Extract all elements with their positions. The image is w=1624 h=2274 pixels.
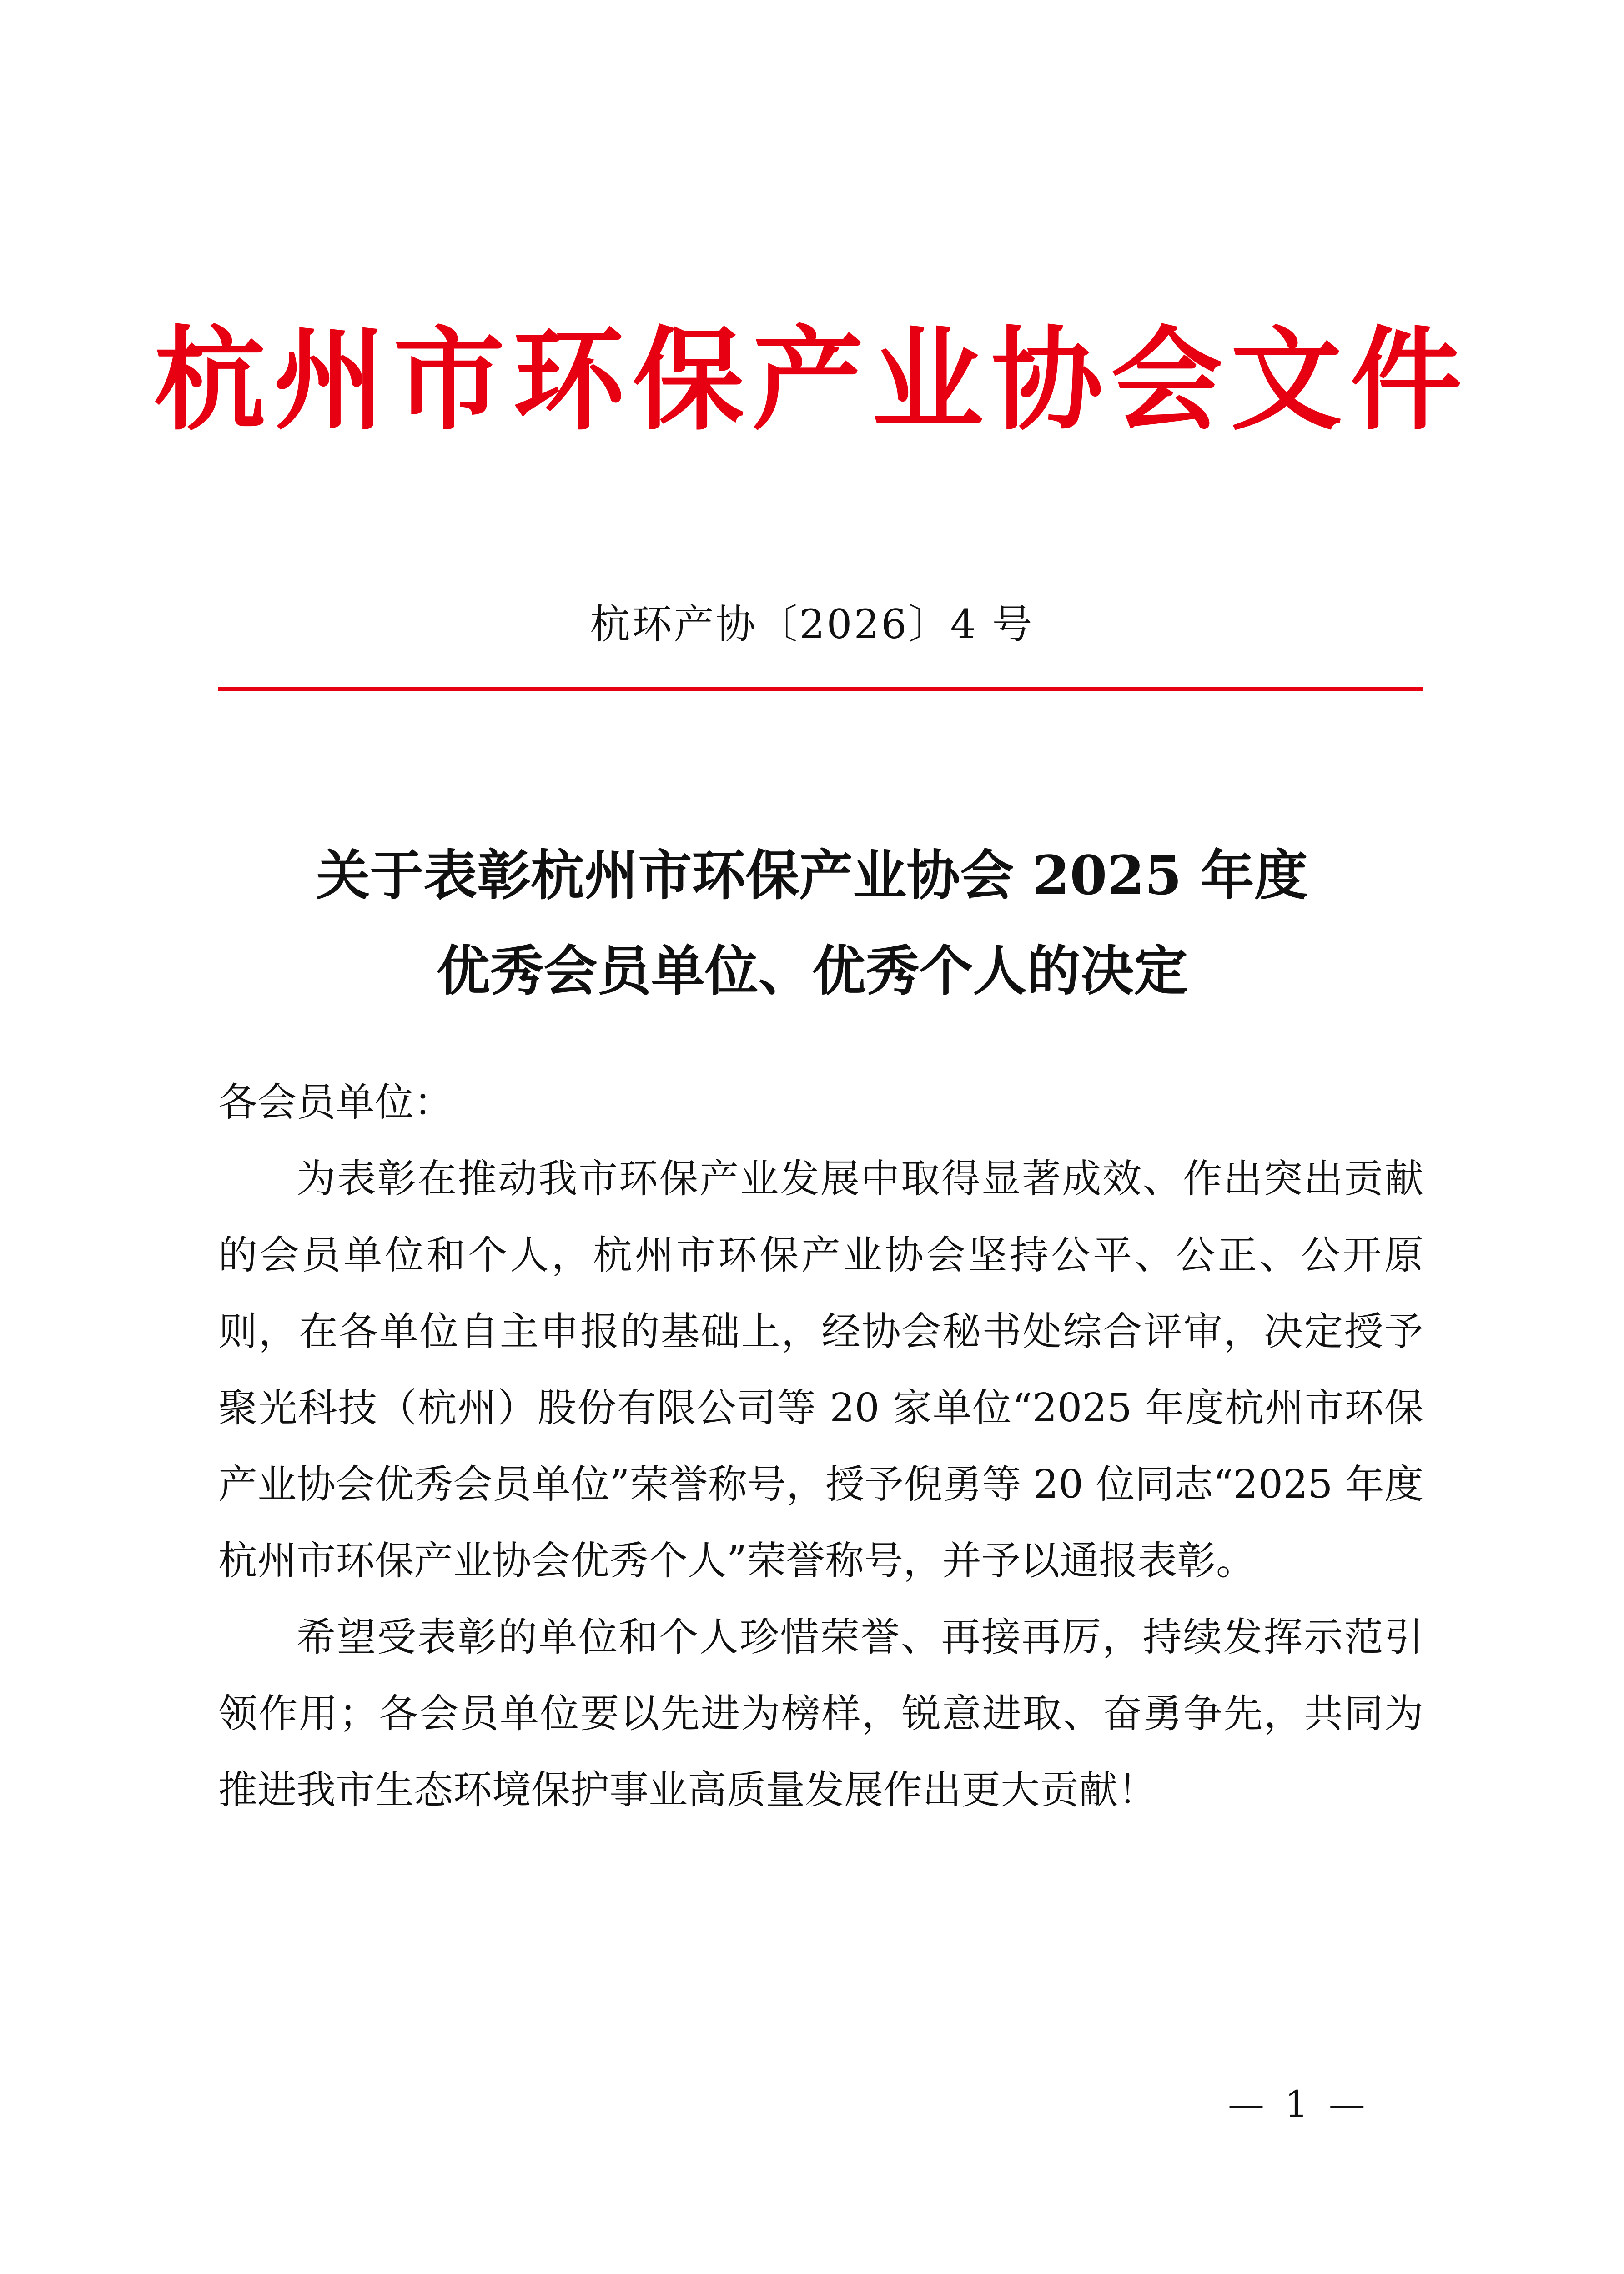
document-body [218, 1064, 1423, 1828]
salutation: 各会员单位： [218, 1080, 453, 1125]
page-number: — 1 — [1228, 2083, 1370, 2125]
title-line-2: 优秀会员单位、优秀个人的决定 [436, 939, 1188, 1002]
red-divider-rule [218, 687, 1423, 691]
document-number: 杭环产协〔2026〕4 号 [590, 601, 1034, 648]
masthead-title: 杭州市环保产业协会文件 [154, 316, 1470, 445]
document-title [0, 828, 1624, 1019]
title-line-1: 关于表彰杭州市环保产业协会 2025 年度 [316, 844, 1308, 907]
body-paragraph-2: 希望受表彰的单位和个人珍惜荣誉、再接再厉，持续发挥示范引领作用；各会员单位要以先进为榜样，锐意进取、奋勇争先，共同为推进我市生态环境保护事业高质量发展作出更大贡献！ [218, 1615, 1423, 1813]
body-paragraph-1: 为表彰在推动我市环保产业发展中取得显著成效、作出突出贡献的会员单位和个人，杭州市环保产业协会坚持公平、公正、公开原则，在各单位自主申报的基础上，经协会秘书处综合评审，决定授予聚光科技（杭州）股份有限公司等 20 家单位“2025 年度杭州市环保产业协会优秀会员单位”荣誉称号，授予倪勇等 20 位同志“2025 年度杭州市环保产业协会优秀个人”荣誉称号，并予以通报表彰。 [218, 1156, 1423, 1584]
